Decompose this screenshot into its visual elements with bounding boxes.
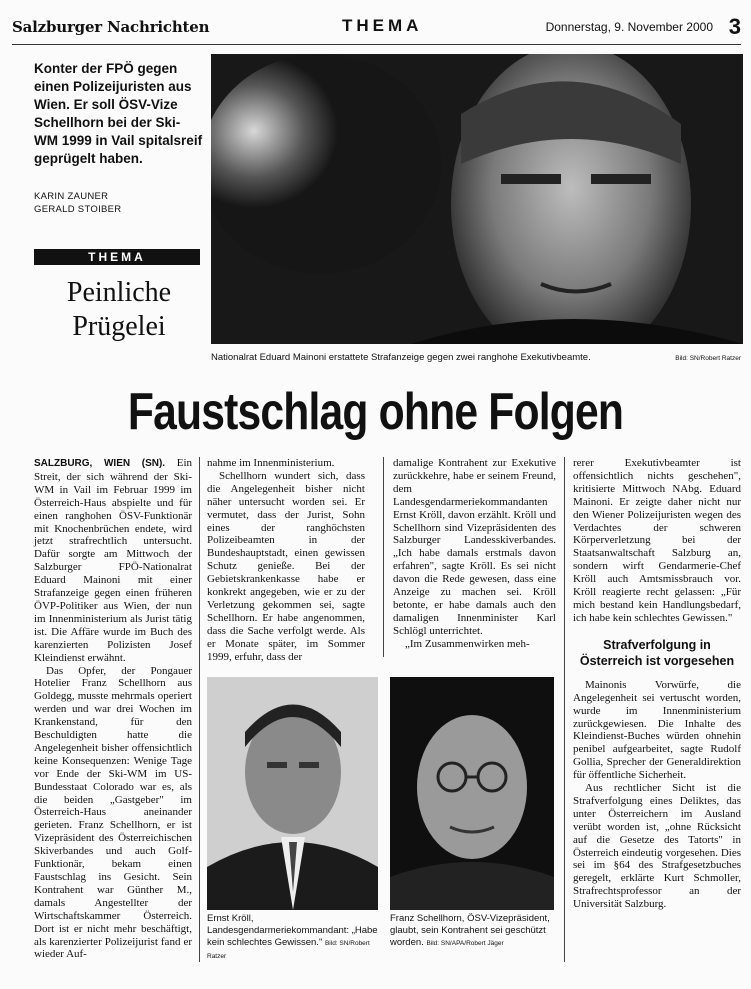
paragraph: Schellhorn wundert sich, dass die Angelegenheit bisher nicht näher untersucht worden sei. Er vermutet, dass der Jurist, Sohn eines der ranghöchsten Polizeibeamten in der Bundeshauptstadt, einen gewissen Schutz genieße. Bei der Gebietskrankenkasse habe er konkrekt angegeben, wie er zu der Verletzung gekommen sei, sagte Schellhorn. Er habe angenommen, dass die Sache verfolgt werde. Als er Monate später, im Sommer 1999, erfuhr, dass der — [207, 469, 365, 663]
author-2: GERALD STOIBER — [34, 204, 122, 215]
column-separator — [199, 457, 200, 962]
photo-credit: Bild: SN/Robert Ratzer — [207, 940, 370, 960]
hero-caption: Nationalrat Eduard Mainoni erstattete Strafanzeige gegen zwei ranghohe Exekutivbeamte. — [211, 352, 591, 363]
column-separator — [564, 457, 565, 962]
headline: Faustschlag ohne Folgen — [127, 383, 624, 441]
caption-kroll — [207, 913, 378, 963]
portrait-illustration — [390, 677, 554, 910]
kicker-line-1: Peinliche — [66, 277, 172, 308]
paragraph — [34, 457, 192, 665]
body-column-2 — [207, 457, 365, 664]
page-number: 3 — [728, 14, 741, 39]
photo-credit: Bild: SN/APA/Robert Jäger — [426, 940, 504, 947]
caption-text: Franz Schellhorn, ÖSV-Vizepräsident, glaubt, sein Kontrahent sei geschützt worden. — [390, 913, 550, 948]
subheading: Strafverfolgung in Österreich ist vorgesehen — [579, 637, 735, 668]
kicker-line-2: Prügelei — [72, 311, 166, 342]
portrait-illustration — [211, 54, 743, 344]
paragraph: rerer Exekutivbeamter ist offensichtlich nichts geschehen", kritisierte Mittwoch NAbg. Eduard Mainoni. Er zeigte daher nicht nur den Wiener Polizeijuristen wegen des Verdachtes der schweren Körperverletzung bei der Staatsanwaltschaft Salzburg an, sondern wirft Gendarmerie-Chef Kröll auch Amtsmissbrauch vor. Kröll reagierte recht gelassen: „Für mich bestand kein Handlungsbedarf, ich habe kein schlechtes Gewissen." — [573, 457, 741, 624]
body-column-3 — [393, 457, 556, 651]
caption-text: Ernst Kröll, Landesgendarmeriekommandant: „Habe kein schlechtes Gewissen." — [207, 913, 378, 948]
thema-tag: THEMA — [34, 249, 200, 265]
body-column-4 — [573, 457, 741, 911]
paragraph: Aus rechtlicher Sicht ist die Strafverfolgung eines Deliktes, das unter Österreichern im Ausland verübt worden ist, „ohne Rücksicht auf die Gesetze des Tatorts" in Österreich eindeutig vorgesehen. Dies sei im §64 des Strafgesetzbuches geregelt, erklärte Kurt Schmoller, Strafrechtsprofessor an der Universität Salzburg. — [573, 782, 741, 911]
hero-credit: Bild: SN/Robert Ratzer — [675, 355, 741, 362]
paragraph: „Im Zusammenwirken meh- — [405, 637, 530, 650]
paragraph-text: Ein Streit, der sich während der Ski-WM in Vail im Februar 1999 im Österreich-Haus abspielte und für einen ranghohen ÖSV-Funktionär mit Knochenbrüchen endete, wird jetzt strafrechtlich untersucht. Dafür sorgte am Mittwoch der Salzburger FPÖ-Nationalrat Eduard Mainoni mit einer Strafanzeige gegen einen früheren ÖVP-Politiker aus Wien, der nun im Innenministerium als Jurist tätig ist. Die Affäre wurde im Buch des karenzierten Polizisten Josef Kleindienst erwähnt. — [34, 457, 193, 664]
authors — [34, 190, 204, 216]
kicker-title — [34, 276, 204, 344]
paragraph: damalige Kontrahent zur Exekutive zurückkehre, habe er seinem Freund, dem Landesgendarmeriekommandanten Ernst Kröll, davon erzählt. Kröll und Schellhorn sind Vizepräsidenten des Salzburger Landesskiverbandes. „Ich habe damals erstmals davon erfahren", sagte Kröll. Es sei nicht davon die Rede gewesen, dass eine Anzeige zu machen sei. Kröll betonte, er habe damals auch den damaligen Innenminister Karl Schlögl unterrichtet. — [393, 457, 556, 637]
body-column-1 — [34, 457, 192, 961]
masthead-rule — [12, 44, 741, 45]
photo-schellhorn — [390, 677, 554, 910]
column-separator — [383, 457, 384, 657]
dateline: SALZBURG, WIEN (SN). — [34, 458, 166, 469]
issue-date: Donnerstag, 9. November 2000 — [545, 20, 713, 34]
paragraph: nahme im Innenministerium. — [207, 457, 335, 469]
masthead — [12, 14, 741, 42]
hero-photo-mainoni — [211, 54, 743, 344]
paragraph: Das Opfer, der Pongauer Hotelier Franz Schellhorn aus Goldegg, musste mehrmals operiert werden und war drei Wochen im Krankenstand, für den Beschuldigten hatte die Angelegenheit bisher offensichtlich keine Konsequenzen: Wenige Tage vor Ende der Ski-WM im US-Bundesstaat Colorado war es, als die beiden „Gastgeber" im Österreich-Haus aneinander gerieten. Franz Schellhorn, er ist Vizepräsident des Österreichischen Skiverbandes und auch Golf-Funktionär, bekam einen Faustschlag ins Gesicht. Sein Kontrahent war Günther M., damals Angestellter der Wirtschaftskammer Österreich. Dort ist er nicht mehr beschäftigt, als karenzierter Polizeijurist fand er wieder Auf- — [34, 664, 192, 961]
newspaper-name: Salzburger Nachrichten — [12, 18, 210, 36]
photo-kroll — [207, 677, 378, 910]
teaser: Konter der FPÖ gegen einen Polizeijuristen aus Wien. Er soll ÖSV-Vize Schellhorn bei der Ski-WM 1999 in Vail spitalsreif geprügelt haben. — [34, 61, 203, 166]
section-label: THEMA — [342, 16, 423, 35]
portrait-illustration — [207, 677, 378, 910]
caption-schellhorn — [390, 913, 556, 950]
author-1: KARIN ZAUNER — [34, 191, 109, 202]
paragraph: Mainonis Vorwürfe, die Angelegenheit sei vertuscht worden, wurde im Innenministerium zurückgewiesen. Die Inhalte des Kleindienst-Buches würden ohnehin penibel aufgearbeitet, sagte Rudolf Gollia, Sprecher der Generaldirektion für öffentliche Sicherheit. — [573, 678, 741, 782]
